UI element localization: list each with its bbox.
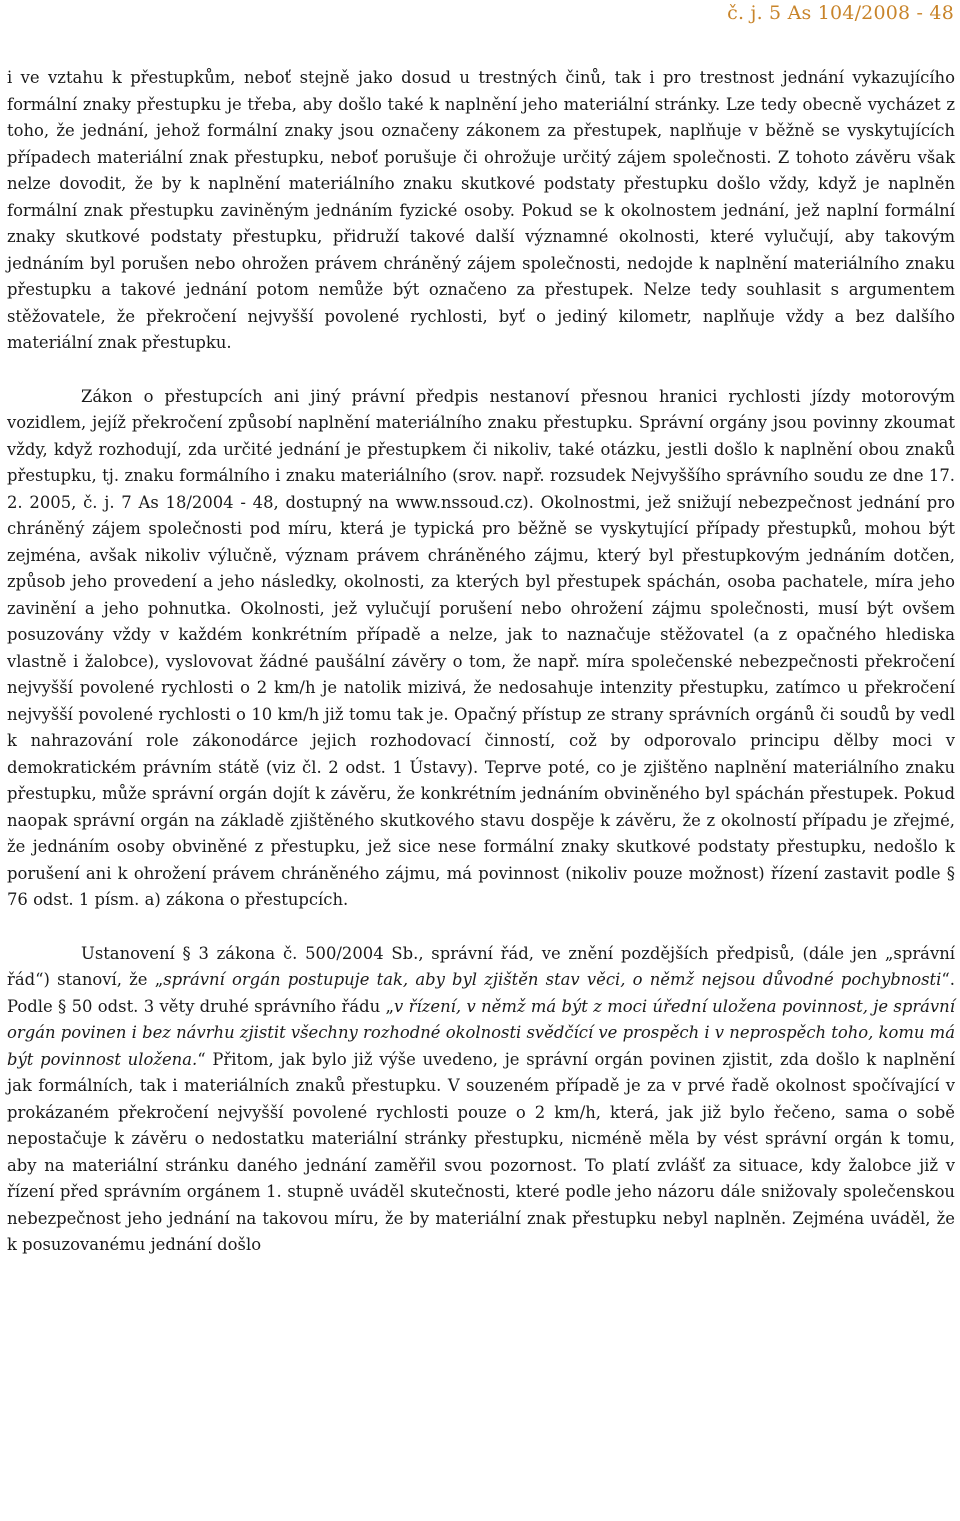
document-body: [7, 65, 955, 1259]
paragraph-3-quote-1: správní orgán postupuje tak, aby byl zjištěn stav věci, o němž nejsou důvodné pochybnosti: [163, 970, 942, 989]
paragraph-3: [7, 941, 955, 1259]
paragraph-3-text-c: “. Podle § 50 odst. 3 věty druhé správního řádu „: [7, 970, 955, 1016]
case-number-header: č. j. 5 As 104/2008 - 48: [727, 2, 954, 24]
paragraph-1: i ve vztahu k přestupkům, neboť stejně jako dosud u trestných činů, tak i pro trestnost jednání vykazujícího formální znaky přestupku je třeba, aby došlo také k naplnění jeho materiální stránky. Lze tedy obecně vycházet z toho, že jednání, jehož formální znaky jsou označeny zákonem za přestupek, naplňuje v běžně se vyskytujících případech materiální znak přestupku, neboť porušuje či ohrožuje určitý zájem společnosti. Z tohoto závěru však nelze dovodit, že by k naplnění materiálního znaku skutkové podstaty přestupku došlo vždy, když je naplněn formální znak přestupku zaviněným jednáním fyzické osoby. Pokud se k okolnostem jednání, jež naplní formální znaky skutkové podstaty přestupku, přidruží takové další významné okolnosti, které vylučují, aby takovým jednáním byl porušen nebo ohrožen právem chráněný zájem společnosti, nedojde k naplnění materiálního znaku přestupku a takové jednání potom nemůže být označeno za přestupek. Nelze tedy souhlasit s argumentem stěžovatele, že překročení nejvyšší povolené rychlosti, byť o jediný kilometr, naplňuje vždy a bez dalšího materiální znak přestupku.: [7, 68, 955, 352]
paragraph-2: Zákon o přestupcích ani jiný právní předpis nestanoví přesnou hranici rychlosti jízdy motorovým vozidlem, jejíž překročení způsobí naplnění materiálního znaku přestupku. Správní orgány jsou povinny zkoumat vždy, když rozhodují, zda určité jednání je přestupkem či nikoliv, také otázku, jestli došlo k naplnění obou znaků přestupku, tj. znaku formálního i znaku materiálního (srov. např. rozsudek Nejvyššího správního soudu ze dne 17. 2. 2005, č. j. 7 As 18/2004 - 48, dostupný na www.nssoud.cz). Okolnostmi, jež snižují nebezpečnost jednání pro chráněný zájem společnosti pod míru, která je typická pro běžně se vyskytující případy přestupků, mohou být zejména, avšak nikoliv výlučně, význam právem chráněného zájmu, který byl přestupkovým jednáním dotčen, způsob jeho provedení a jeho následky, okolnosti, za kterých byl přestupek spáchán, osoba pachatele, míra jeho zavinění a jeho pohnutka. Okolnosti, jež vylučují porušení nebo ohrožení zájmu společnosti, musí být ovšem posuzovány vždy v každém konkrétním případě a nelze, jak to naznačuje stěžovatel (a z opačného hlediska vlastně i žalobce), vyslovovat žádné paušální závěry o tom, že např. míra společenské nebezpečnosti překročení nejvyšší povolené rychlosti o 2 km/h je natolik mizivá, že nedosahuje intenzity přestupku, zatímco u překročení nejvyšší povolené rychlosti o 10 km/h již tomu tak je. Opačný přístup ze strany správních orgánů či soudů by vedl k nahrazování role zákonodárce jejich rozhodovací činností, což by odporovalo principu dělby moci v demokratickém právním státě (viz čl. 2 odst. 1 Ústavy). Teprve poté, co je zjištěno naplnění materiálního znaku přestupku, může správní orgán dojít k závěru, že konkrétním jednáním obviněného byl spáchán přestupek. Pokud naopak správní orgán na základě zjištěného skutkového stavu dospěje k závěru, že z okolností případu je zřejmé, že jednáním osoby obviněné z přestupku, jež sice nese formální znaky skutkové podstaty přestupku, nedošlo k porušení ani k ohrožení právem chráněného zájmu, má povinnost (nikoliv pouze možnost) řízení zastavit podle § 76 odst. 1 písm. a) zákona o přestupcích.: [7, 386, 955, 909]
paragraph-3-text-e: “ Přitom, jak bylo již výše uvedeno, je správní orgán povinen zjistit, zda došlo k naplnění jak formálních, tak i materiálních znaků přestupku. V souzeném případě je za v prvé řadě okolnost spočívající v prokázaném překročení nejvyšší povolené rychlosti pouze o 2 km/h, která, jak již bylo řečeno, sama o sobě nepostačuje k závěru o nedostatku materiální stránky přestupku, nicméně měla by vést správní orgán k tomu, aby na materiální stránku daného jednání zaměřil svou pozornost. To platí zvlášť za situace, kdy žalobce již v řízení před správním orgánem 1. stupně uváděl skutečnosti, které podle jeho názoru dále snižovaly společenskou nebezpečnost jeho jednání na takovou míru, že by materiální znak přestupku nebyl naplněn. Zejména uváděl, že k posuzovanému jednání došlo: [7, 1049, 956, 1254]
paragraph-3-quote-2: v řízení, v němž má být z moci úřední uložena povinnost, je správní orgán povinen i bez návrhu zjistit všechny rozhodné okolnosti svědčící ve prospěch i v neprospěch toho, komu má být povinnost uložena.: [7, 996, 955, 1069]
paragraph-3-text-a: Ustanovení § 3 zákona č. 500/2004 Sb., správní řád, ve znění pozdějších předpisů, (dále jen „správní řád“) stanoví, že „: [7, 943, 955, 989]
